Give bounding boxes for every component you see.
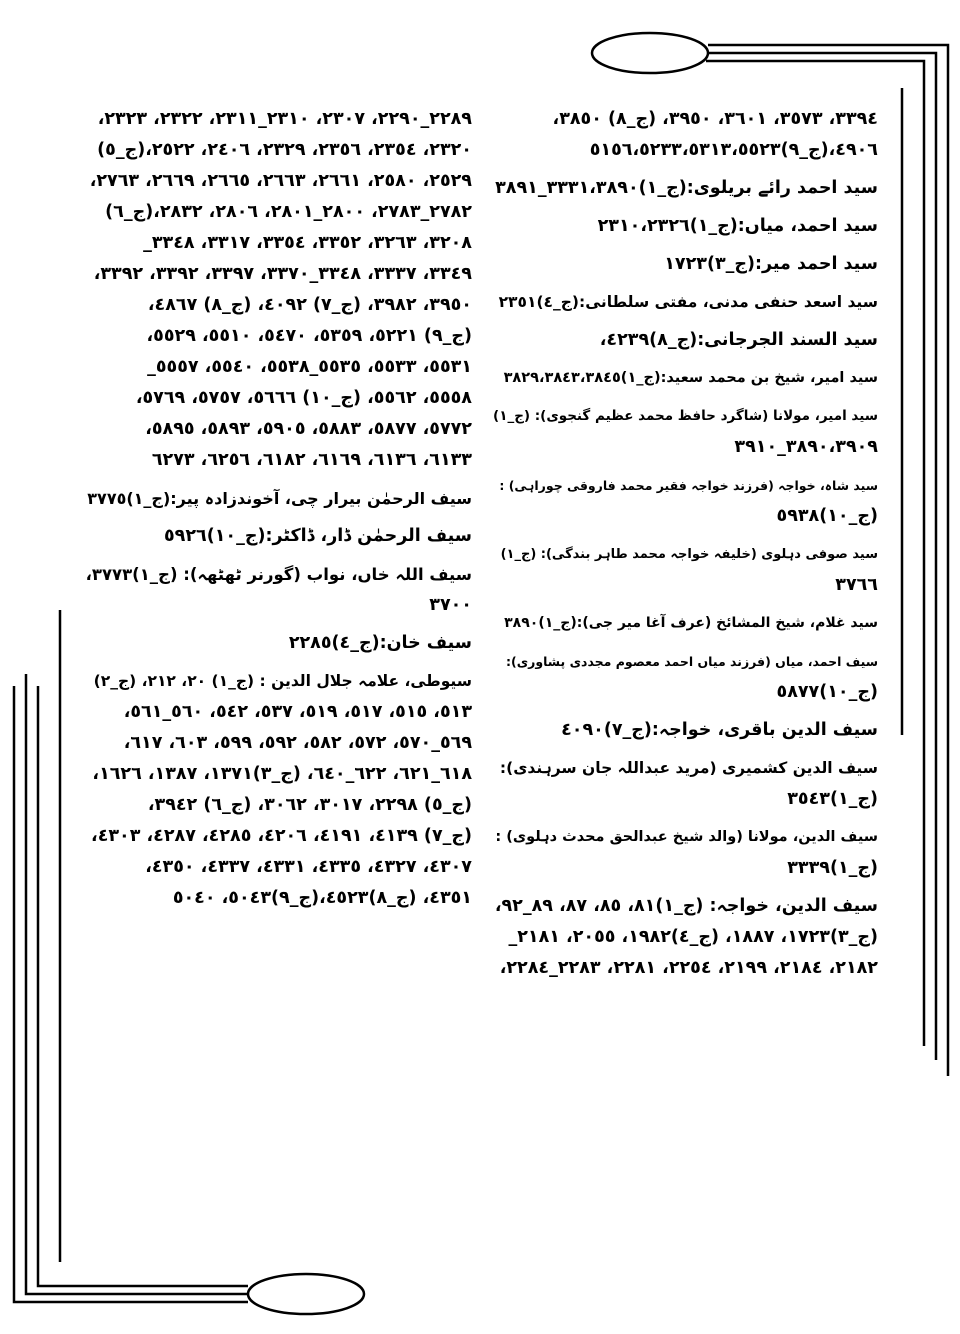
index-line: ٣٧٠٠ — [429, 595, 472, 615]
index-entry: سید شاہ، خواجہ (فرزند خواجہ فقیر محمد فاروقی چوراہی) : — [499, 478, 878, 493]
index-entry: سیف الدین کشمیری (مرید عبداللہ جان سرہندی): — [499, 759, 878, 777]
right-column — [492, 104, 878, 984]
index-line: ٥٥٣١، ٥٥٣٣، ٥٥٣٥_٥٥٣٨، ٥٥٤٠، ٥٥٥٧_ — [147, 357, 472, 377]
index-line: (ج_١٠)٥٩٣٨ — [776, 506, 878, 526]
index-line: (ج_١)٣٣٣٩ — [787, 858, 878, 878]
index-line: ٣٣٩٤، ٣٥٧٣، ٣٦٠١، ٣٩٥٠، (ج_٨) ٣٨٥٠، — [552, 109, 878, 129]
index-line: ٢٥٢٩، ٢٥٨٠، ٢٦٦١، ٢٦٦٣، ٢٦٦٥، ٢٦٦٩، ٢٧٦٣، — [89, 171, 472, 191]
index-entry: سید امیر، مولانا (شاگرد حافظ محمد عظیم گنجوی): (ج_١) — [493, 408, 878, 424]
index-line: ٥١٣، ٥١٥، ٥١٧، ٥١٩، ٥٣٧، ٥٤٢، ٥٦٠_٥٦١، — [123, 702, 472, 722]
index-entry: سیف الرحمٰن بیرار چی، آخوندزادہ پیر:(ج_١)٣٧٧٥ — [87, 489, 472, 508]
index-entry: سیف اللہ خاں، نواب (گورنر ٹھٹھہ): (ج_١)٣٧٧٣، — [85, 565, 472, 584]
index-line: (ج_٩) ٥٢٢١، ٥٣٥٩، ٥٤٧٠، ٥٥١٠، ٥٥٢٩، — [146, 326, 472, 346]
index-line: ٣٩٥٠، ٣٩٨٢، (ج_٧) ٤٠٩٢، (ج_٨) ٤٨٦٧، — [147, 295, 472, 315]
index-entry: سید السند الجرجانی:(ج_٨)٤٢٣٩، — [599, 330, 878, 350]
index-line: ٥٦٩_٥٧٠، ٥٧٢، ٥٨٢، ٥٩٢، ٥٩٩، ٦٠٣، ٦١٧، — [123, 733, 472, 753]
index-entry: سیف الدین، خواجہ: (ج_١)٨١، ٨٥، ٨٧، ٨٩_٩٢، — [494, 896, 878, 916]
index-line: ٣٧٦٦ — [835, 575, 878, 595]
index-line: (ج_٥) ٢٢٩٨، ٣٠١٧، ٣٠٦٢، (ج_٦) ٣٩٤٢، — [147, 795, 472, 815]
index-entry: سیف احمد، میاں (فرزند میاں احمد معصوم مجددی پشاوری): — [505, 654, 878, 669]
index-entry: سیف الرحمٰن ڈار، ڈاکٹر:(ج_١٠)٥٩٢٦ — [163, 526, 472, 546]
index-line: (ج_٣)١٧٢٣، ١٨٨٧، (ج_٤)١٩٨٢، ٢٠٥٥، ٢١٨١_ — [508, 927, 878, 947]
index-entry: سید احمد رائے بریلوی:(ج_١)٣٣٣١،٣٨٩٠_٣٨٩١ — [495, 178, 878, 198]
index-entry: سید امیر، شیخ بن محمد سعید:(ج_١)٣٨٢٩،٣٨٤٣،٣٨٤٥ — [503, 370, 878, 386]
index-entry: سید صوفی دہلوی (خلیفہ خواجہ محمد طاہر بندگی): (ج_١) — [500, 547, 878, 562]
index-line: ٣٢٠٨، ٣٢٦٣، ٣٣٥٢، ٣٣٥٤، ٣٣١٧، ٣٣٤٨_ — [143, 233, 472, 253]
index-entry: سیف خان:(ج_٤)٢٢٨٥ — [288, 633, 472, 653]
index-line: ٤٣٥١، (ج_٨)٤٥٢٣،(ج_٩)٥٠٤٣، ٥٠٤٠ — [172, 888, 472, 908]
left-column — [84, 104, 472, 914]
index-line: ٤٩٠٦،(ج_٩)٥١٥٦،٥٢٣٣،٥٣١٣،٥٥٢٣ — [589, 140, 878, 160]
index-line: ٢٣٢٠، ٢٣٥٤، ٢٣٥٦، ٢٣٢٩، ٢٤٠٦، ٢٥٢٢،(ج_٥) — [97, 140, 472, 160]
index-line: ٣٣٤٩، ٣٣٣٧، ٣٣٤٨_٣٣٧٠، ٣٣٩٧، ٣٣٩٢، ٣٣٩٢، — [93, 264, 472, 284]
index-line: (ج_١)٣٥٤٣ — [787, 789, 878, 809]
index-line: ٦١٣٣، ٦١٣٦، ٦١٦٩، ٦١٨٢، ٦٢٥٦، ٦٢٧٣ — [151, 450, 472, 470]
index-line: (ج_١٠)٥٨٧٧ — [776, 682, 878, 702]
index-line: ٤٣٠٧، ٤٣٢٧، ٤٣٣٥، ٤٣٣١، ٤٣٣٧، ٤٣٥٠، — [145, 857, 472, 877]
index-entry: سید احمد میر:(ج_٣)١٧٢٣ — [664, 254, 878, 274]
index-line: ٢٢٨٩_٢٢٩٠، ٢٣٠٧، ٢٣١٠_٢٣١١، ٢٣٢٢، ٢٣٢٣، — [97, 109, 472, 129]
index-entry: سیف الدین باقری، خواجہ:(ج_٧)٤٠٩٠ — [561, 720, 878, 740]
index-entry: سیف الدین، مولانا (والد شیخ عبدالحق محدث دہلوی) : — [495, 829, 878, 845]
index-entry: سید احمد، میاں:(ج_١)٢٣١٠،٢٣٢٦ — [597, 216, 878, 236]
index-entry: سید اسعد حنفی مدنی، مفتی سلطانی:(ج_٤)٢٣٥١ — [498, 293, 878, 311]
index-entry: سیوطی، علامہ جلال الدین : (ج_١) ٢٠، ٢١٢، (ج_٢) — [93, 672, 472, 690]
index-line: ٢٧٨٢_٢٧٨٣، ٢٨٠٠_٢٨٠١، ٢٨٠٦، ٢٨٣٢،(ج_٦) — [105, 202, 472, 222]
index-line: ٥٥٥٨، ٥٥٦٢، (ج_١٠) ٥٦٦٦، ٥٧٥٧، ٥٧٦٩، — [135, 388, 472, 408]
index-line: ٥٧٧٢، ٥٨٧٧، ٥٨٨٣، ٥٩٠٥، ٥٨٩٣، ٥٨٩٥، — [145, 419, 472, 439]
index-line: ٢١٨٢، ٢١٨٤، ٢١٩٩، ٢٢٥٤، ٢٢٨١، ٢٢٨٣_٢٢٨٤، — [499, 958, 878, 978]
index-entry: سید غلام، شیخ المشائخ (عرف آغا میر جی):(ج_١)٣٨٩٠ — [504, 615, 878, 631]
index-line: ٦١٨_٦٢١، ٦٢٢_٦٤٠، (ج_٣)١٣٧١، ١٣٨٧، ١٦٢٦، — [92, 764, 472, 784]
index-line: (ج_٧) ٤١٣٩، ٤١٩١، ٤٢٠٦، ٤٢٨٥، ٤٢٨٧، ٤٣٠٣، — [91, 826, 472, 846]
index-line: ٣٨٩٠،٣٩٠٩_٣٩١٠ — [734, 437, 878, 457]
